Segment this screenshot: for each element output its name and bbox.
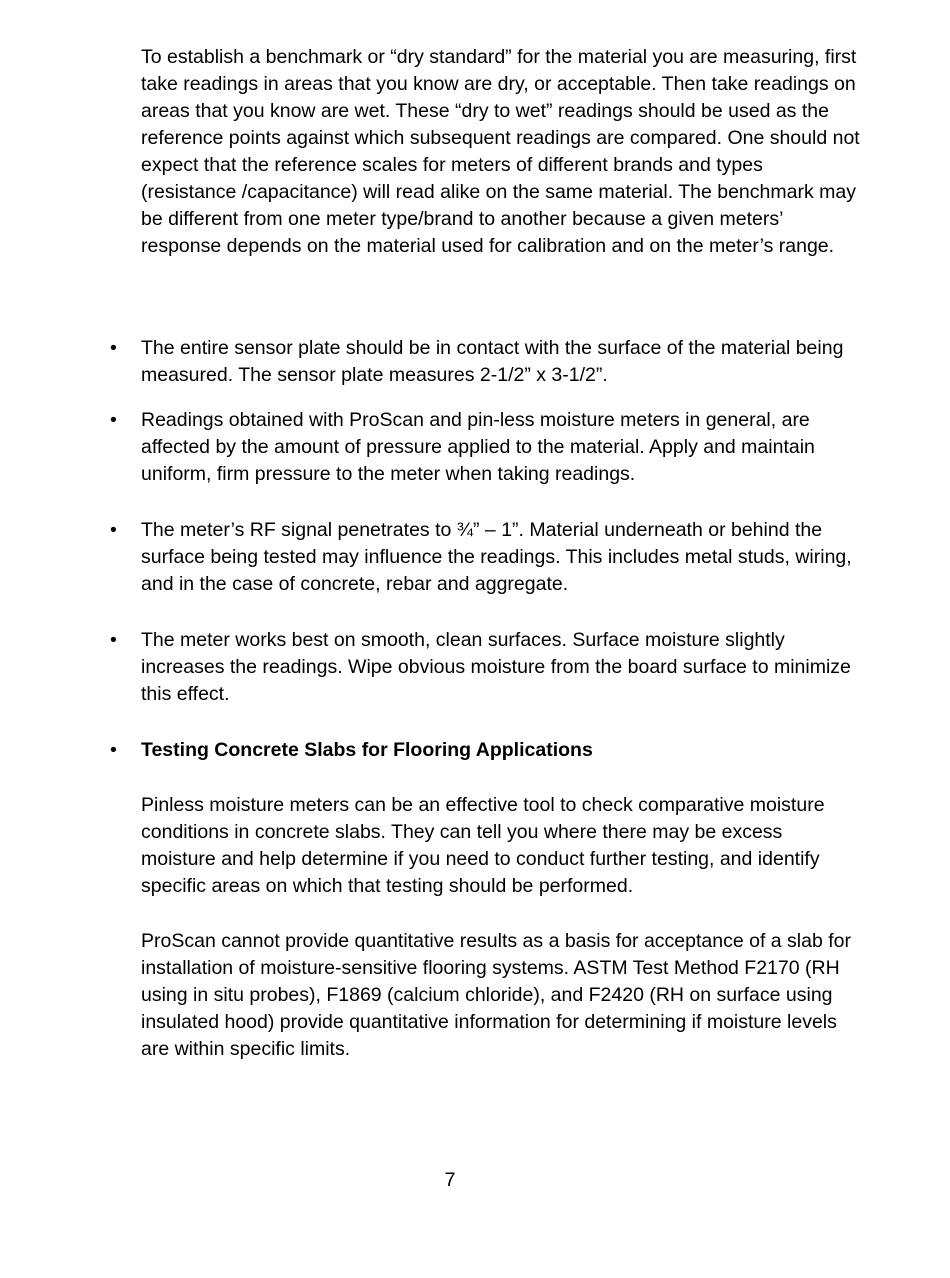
bullet-marker: •: [110, 409, 117, 431]
bullet-rf-signal: The meter’s RF signal penetrates to ¾” – 1”. Material underneath or behind the surface being tested may influence the readings. This includes metal studs, wiring, and in the case of concrete, rebar and aggregate.: [141, 519, 852, 595]
concrete-paragraph-2: ProScan cannot provide quantitative results as a basis for acceptance of a slab for installation of moisture-sensitive flooring systems. ASTM Test Method F2170 (RH using in situ probes), F1869 (calcium chloride), and F2420 (RH on surface using insulated hood) provide quantitative information for determining if moisture levels are within specific limits.: [141, 930, 851, 1060]
intro-paragraph: To establish a benchmark or “dry standard” for the material you are measuring, first take readings in areas that you know are dry, or acceptable. Then take readings on areas that you know are wet. These “dry to wet” readings should be used as the reference points against which subsequent readings are compared. One should not expect that the reference scales for meters of different brands and types (resistance /capacitance) will read alike on the same material. The benchmark may be different from one meter type/brand to another because a given meters’ response depends on the material used for calibration and on the meter’s range.: [141, 46, 860, 257]
bullet-sensor-plate: The entire sensor plate should be in contact with the surface of the material being measured. The sensor plate measures 2-1/2” x 3-1/2”.: [141, 337, 844, 386]
bullet-pressure: Readings obtained with ProScan and pin-less moisture meters in general, are affected by the amount of pressure applied to the material. Apply and maintain uniform, firm pressure to the meter when taking readings.: [141, 409, 815, 485]
bullet-marker: •: [110, 337, 117, 359]
bullet-marker: •: [110, 739, 117, 761]
section-heading-concrete: Testing Concrete Slabs for Flooring Applications: [141, 739, 593, 761]
bullet-marker: •: [110, 519, 117, 541]
bullet-smooth-surfaces: The meter works best on smooth, clean surfaces. Surface moisture slightly increases the readings. Wipe obvious moisture from the board surface to minimize this effect.: [141, 629, 851, 705]
bullet-marker: •: [110, 629, 117, 651]
page-number: 7: [444, 1169, 456, 1191]
concrete-paragraph-1: Pinless moisture meters can be an effective tool to check comparative moisture conditions in concrete slabs. They can tell you where there may be excess moisture and help determine if you need to conduct further testing, and identify specific areas on which that testing should be performed.: [141, 794, 825, 897]
